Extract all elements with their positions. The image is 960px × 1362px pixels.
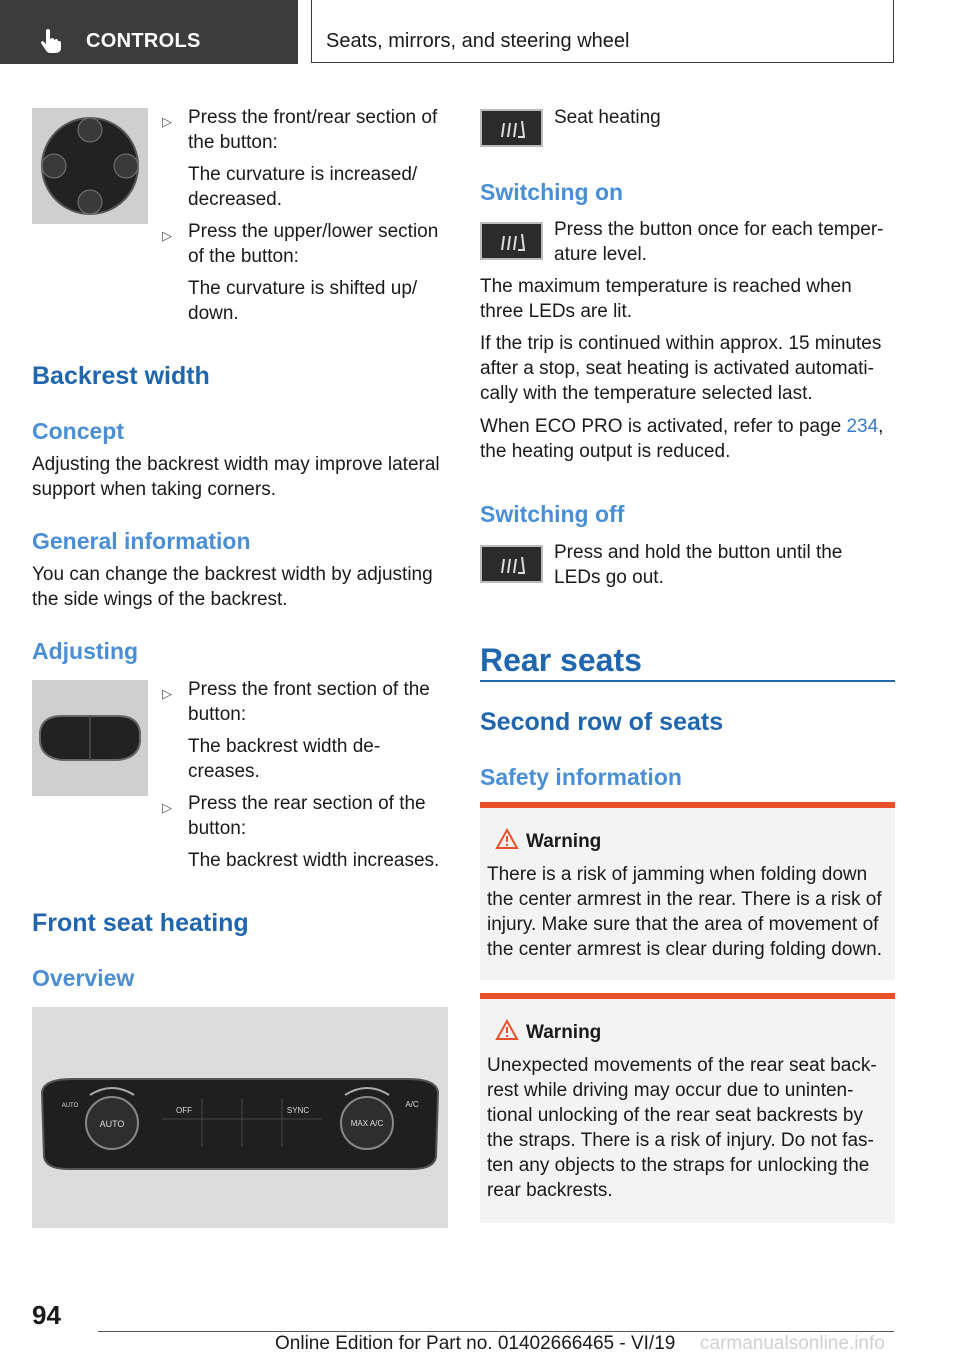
lumbar-button-icon bbox=[32, 108, 148, 224]
chapter-title-box bbox=[311, 0, 894, 63]
lumbar-button-image bbox=[32, 108, 148, 224]
chapter-title: Seats, mirrors, and steering wheel bbox=[326, 30, 630, 52]
seat-heating-label: Seat heating bbox=[554, 107, 661, 128]
seat-heating-button-image bbox=[480, 109, 543, 147]
warning-bar bbox=[480, 993, 895, 999]
bullet-action: Press the front section of the button: bbox=[188, 679, 430, 725]
backrest-width-heading: Backrest width bbox=[32, 362, 210, 390]
bullet-triangle-icon: ▷ bbox=[162, 800, 172, 815]
eco-text-before: When ECO PRO is activated, refer to page bbox=[480, 416, 847, 437]
backrest-width-button-image bbox=[32, 680, 148, 796]
warning-title: Warning bbox=[526, 831, 602, 852]
bullet-triangle-icon: ▷ bbox=[162, 686, 172, 701]
concept-heading: Concept bbox=[32, 418, 124, 444]
seat-heating-button-image-on bbox=[480, 222, 543, 260]
warning-triangle-icon bbox=[495, 1019, 519, 1041]
switching-on-heading: Switching on bbox=[480, 179, 624, 205]
seat-heating-button-image-off bbox=[480, 545, 543, 583]
concept-text: Adjusting the backrest width may improve lateral support when taking corners. bbox=[32, 454, 440, 500]
ac-label: A/C bbox=[405, 1100, 419, 1109]
general-info-heading: General information bbox=[32, 528, 251, 554]
bullet-triangle-icon: ▷ bbox=[162, 228, 172, 243]
general-info-text: You can change the backrest width by adjusting the side wings of the backrest. bbox=[32, 564, 433, 610]
max-ac-label: MAX A/C bbox=[350, 1119, 384, 1128]
hand-pointer-icon bbox=[40, 28, 62, 54]
safety-info-heading: Safety information bbox=[480, 764, 682, 790]
backrest-width-button-icon bbox=[32, 680, 148, 796]
curvature-bullet-1 bbox=[162, 105, 447, 212]
bullet-triangle-icon: ▷ bbox=[162, 114, 172, 129]
warning-box-2 bbox=[480, 993, 895, 1223]
seat-heating-icon bbox=[482, 547, 541, 581]
bullet-result: The backrest width increases. bbox=[188, 850, 440, 871]
warning-title: Warning bbox=[526, 1022, 602, 1043]
climate-panel-image bbox=[32, 1007, 448, 1228]
overview-heading: Overview bbox=[32, 965, 135, 991]
watermark: carmanualsonline.info bbox=[700, 1333, 885, 1354]
bullet-action: Press the upper/lower section of the button: bbox=[188, 221, 439, 267]
auto-small-label: AUTO bbox=[61, 1103, 79, 1109]
eco-text-after: , the heating output is reduced. bbox=[480, 416, 884, 462]
bullet-result: The curvature is shifted up/ down. bbox=[188, 278, 418, 324]
warning-text: Unexpected movements of the rear seat back- rest while driving may occur due to uninten- tional unlocking of the rear seat backrests by the straps. There is a risk of injury. Do not fas- ten any objects to the straps for unlocking the rear backrests. bbox=[487, 1055, 877, 1201]
continue-text: If the trip is continued within approx. 15 minutes after a stop, seat heating is activated automati- cally with the temperature selected last. bbox=[480, 333, 882, 404]
bullet-result: The backrest width de- creases. bbox=[188, 736, 381, 782]
eco-pro-text bbox=[480, 414, 894, 464]
backrest-bullet-1 bbox=[162, 677, 447, 784]
seat-heating-icon bbox=[482, 111, 541, 145]
rear-seats-heading: Rear seats bbox=[480, 642, 642, 678]
warning-bar bbox=[480, 802, 895, 808]
rear-seats-rule bbox=[480, 680, 895, 682]
second-row-heading: Second row of seats bbox=[480, 708, 724, 736]
curvature-bullet-2 bbox=[162, 219, 447, 326]
section-label: CONTROLS bbox=[86, 30, 201, 52]
page-number: 94 bbox=[32, 1300, 61, 1330]
front-seat-heating-heading: Front seat heating bbox=[32, 909, 249, 937]
adjusting-heading: Adjusting bbox=[32, 638, 139, 664]
bullet-action: Press the front/rear section of the button: bbox=[188, 107, 438, 153]
page-link[interactable]: 234 bbox=[846, 416, 879, 437]
sync-label: SYNC bbox=[286, 1106, 310, 1115]
switching-off-heading: Switching off bbox=[480, 501, 625, 527]
bullet-result: The curvature is increased/ decreased. bbox=[188, 164, 418, 210]
switching-off-text: Press and hold the button until the LEDs go out. bbox=[554, 542, 843, 588]
warning-box-1 bbox=[480, 802, 895, 980]
edition-text: Online Edition for Part no. 01402666465 - VI/19 bbox=[275, 1333, 676, 1354]
off-label: OFF bbox=[176, 1106, 192, 1115]
warning-triangle-icon bbox=[495, 828, 519, 850]
section-tab bbox=[0, 0, 298, 64]
backrest-bullet-2 bbox=[162, 791, 447, 873]
seat-heating-icon bbox=[482, 224, 541, 258]
max-temp-text: The maximum temperature is reached when three LEDs are lit. bbox=[480, 276, 852, 322]
switching-on-text: Press the button once for each temper- ature level. bbox=[554, 219, 884, 265]
auto-label: AUTO bbox=[99, 1119, 125, 1129]
warning-text: There is a risk of jamming when folding down the center armrest in the rear. There is a risk of injury. Make sure that the area of movement of the center armrest is clear during folding down. bbox=[487, 864, 882, 960]
footer-rule bbox=[98, 1331, 894, 1332]
bullet-action: Press the rear section of the button: bbox=[188, 793, 426, 839]
climate-panel-icon bbox=[32, 1007, 448, 1228]
